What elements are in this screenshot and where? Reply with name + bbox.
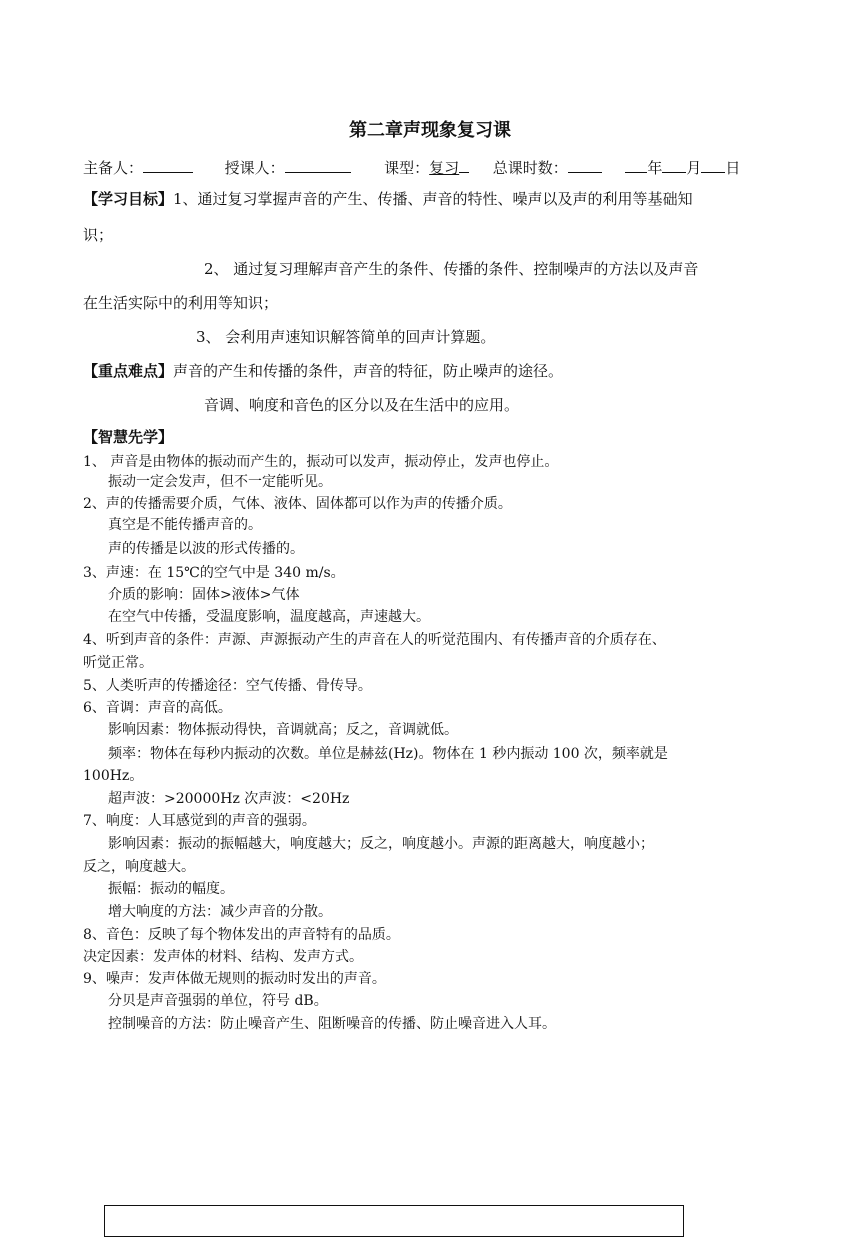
preview-line: 影响因素：物体振动得快，音调就高；反之，音调就低。 <box>108 722 458 738</box>
preview-line: 介质的影响：固体>液体>气体 <box>108 587 300 603</box>
teacher-label: 授课人： <box>224 159 285 177</box>
preview-line: 振动一定会发声，但不一定能听见。 <box>108 474 332 490</box>
key-points-label: 【重点难点】 <box>83 362 174 380</box>
preview-line: 7、响度：人耳感觉到的声音的强弱。 <box>83 813 316 829</box>
total-blank <box>568 156 602 173</box>
preview-line: 真空是不能传播声音的。 <box>108 517 262 533</box>
month-blank <box>662 156 686 173</box>
bottom-frame <box>104 1205 684 1237</box>
objective-item-1-cont: 识； <box>83 226 114 244</box>
preview-line: 听觉正常。 <box>83 655 153 671</box>
month-label: 月 <box>686 159 702 177</box>
year-blank <box>625 156 647 173</box>
preview-line: 振幅：振动的幅度。 <box>108 881 234 897</box>
key-points-text-2: 音调、响度和音色的区分以及在生活中的应用。 <box>204 396 520 414</box>
preview-line: 5、人类听声的传播途径：空气传播、骨传导。 <box>83 678 372 694</box>
preview-label: 【智慧先学】 <box>83 428 174 446</box>
type-value: 复习 <box>429 159 460 177</box>
preview-line: 8、音色：反映了每个物体发出的声音特有的品质。 <box>83 927 400 943</box>
preview-line: 9、噪声：发声体做无规则的振动时发出的声音。 <box>83 971 386 987</box>
preview-line: 影响因素：振动的振幅越大，响度越大；反之，响度越小。声源的距离越大，响度越小； <box>108 836 654 852</box>
preparer-blank <box>143 156 193 173</box>
preview-line: 分贝是声音强弱的单位，符号 dB。 <box>108 993 328 1009</box>
key-points-text-1: 声音的产生和传播的条件，声音的特征，防止噪声的途径。 <box>173 362 564 380</box>
preview-line: 反之，响度越大。 <box>83 859 195 875</box>
day-blank <box>701 156 725 173</box>
total-label: 总课时数： <box>492 159 568 177</box>
objectives-label: 【学习目标】 <box>83 190 174 208</box>
preview-line: 频率：物体在每秒内振动的次数。单位是赫兹(Hz)。物体在 1 秒内振动 100 次，频率就是 <box>108 746 668 762</box>
preview-line: 6、音调：声音的高低。 <box>83 700 232 716</box>
preview-line: 超声波：>20000Hz 次声波：<20Hz <box>108 791 350 807</box>
objective-item-2-cont: 在生活实际中的利用等知识； <box>83 294 279 312</box>
preview-line: 决定因素：发声体的材料、结构、发声方式。 <box>83 949 363 965</box>
type-label: 课型： <box>384 159 430 177</box>
preview-line: 增大响度的方法：减少声音的分散。 <box>108 904 332 920</box>
objective-item-2: 2、 通过复习理解声音产生的条件、传播的条件、控制噪声的方法以及声音 <box>204 260 699 278</box>
day-label: 日 <box>725 159 741 177</box>
teacher-blank <box>285 156 351 173</box>
objective-item-1: 1、通过复习掌握声音的产生、传播、声音的特性、噪声以及声的利用等基础知 <box>173 190 693 208</box>
type-blank <box>459 156 469 173</box>
preview-line: 3、声速：在 15℃的空气中是 340 m/s。 <box>83 565 345 581</box>
preparer-label: 主备人： <box>83 159 144 177</box>
year-label: 年 <box>647 159 663 177</box>
header-info <box>83 156 740 179</box>
preview-line: 声的传播是以波的形式传播的。 <box>108 541 304 557</box>
page-title: 第二章声现象复习课 <box>349 120 511 141</box>
preview-line: 1、 声音是由物体的振动而产生的，振动可以发声，振动停止，发声也停止。 <box>83 454 559 470</box>
preview-line: 在空气中传播，受温度影响，温度越高，声速越大。 <box>108 609 430 625</box>
preview-line: 控制噪音的方法：防止噪音产生、阻断噪音的传播、防止噪音进入人耳。 <box>108 1016 556 1032</box>
preview-line: 2、声的传播需要介质，气体、液体、固体都可以作为声的传播介质。 <box>83 496 512 512</box>
key-points-line-1 <box>83 360 563 382</box>
objectives-line-1 <box>83 188 693 210</box>
preview-line: 100Hz。 <box>83 768 144 784</box>
objective-item-3: 3、 会利用声速知识解答简单的回声计算题。 <box>196 328 496 346</box>
preview-line: 4、听到声音的条件：声源、声源振动产生的声音在人的听觉范围内、有传播声音的介质存在、 <box>83 632 666 648</box>
